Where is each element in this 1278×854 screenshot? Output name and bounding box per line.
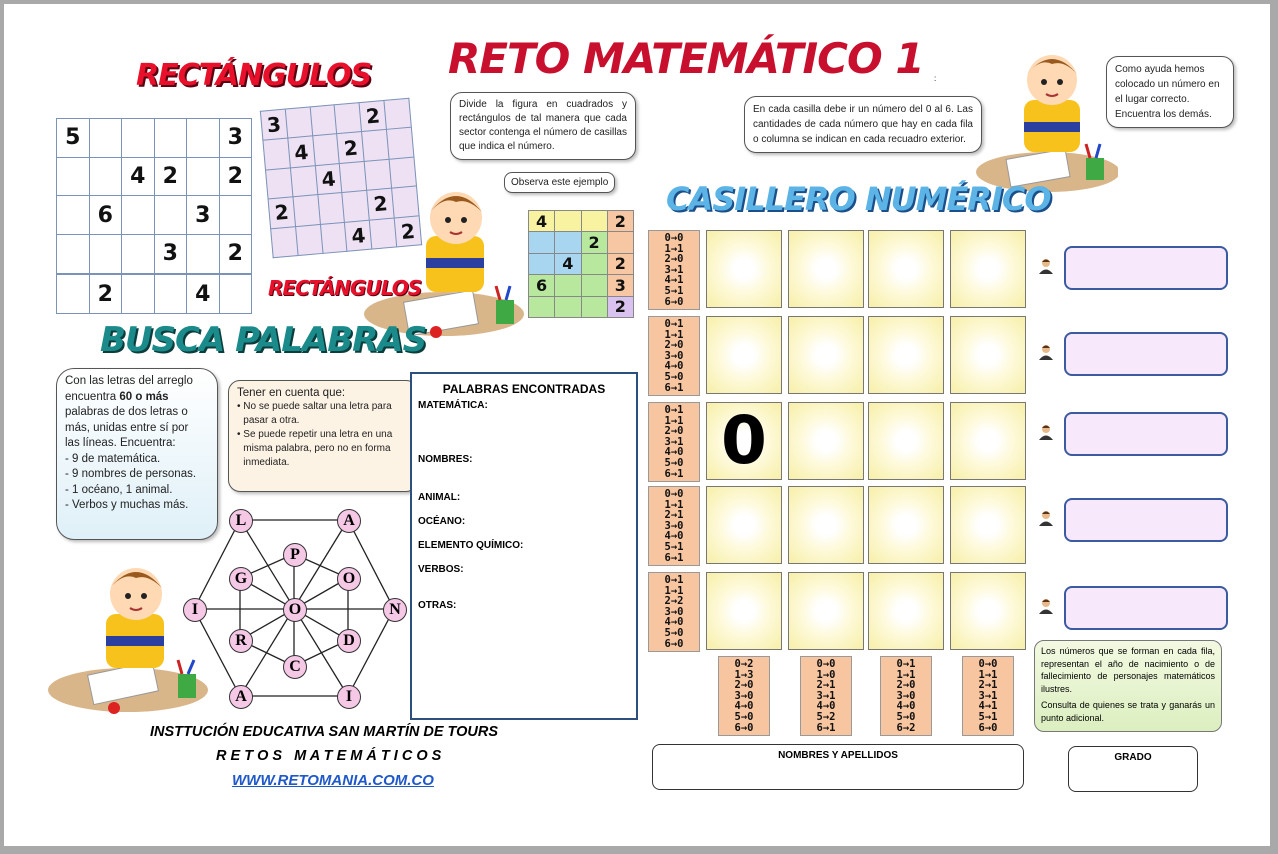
busca-tips: Tener en cuenta que: • No se puede saltar una letra para pasar a otra. • Se puede repetir una letra en una misma palabra, pero no en forma inmediata.	[228, 380, 418, 492]
casillero-cell[interactable]	[868, 402, 944, 480]
casillero-cell[interactable]	[788, 402, 864, 480]
count-line: 3→0	[664, 519, 684, 532]
letter-node[interactable]: G	[229, 567, 253, 591]
mathematician-name-input[interactable]	[1064, 586, 1228, 630]
found-label-matematica: MATEMÁTICA:	[418, 400, 488, 411]
page-title: RETO MATEMÁTICO 1	[448, 34, 924, 83]
column-count-box	[962, 656, 1014, 736]
grid-cell[interactable]	[285, 107, 312, 138]
casillero-cell[interactable]	[868, 486, 944, 564]
grid-cell[interactable]	[89, 235, 122, 274]
count-line: 0→1	[664, 404, 684, 416]
letter-node[interactable]: C	[283, 655, 307, 679]
mathematician-name-input[interactable]	[1064, 246, 1228, 290]
count-line: 0→0	[664, 232, 684, 244]
rectangulos-title-small: RECTÁNGULOS	[268, 276, 422, 300]
count-line: 3→1	[664, 263, 684, 276]
grid-row	[57, 119, 252, 158]
count-line: 5→0	[664, 456, 684, 469]
grid-cell[interactable]	[607, 232, 633, 253]
intro-line: encuentra	[65, 390, 117, 403]
intro-line: palabras de dos letras o	[65, 406, 188, 418]
given-number: 0	[721, 402, 767, 479]
grade-field[interactable]	[1068, 746, 1198, 792]
count-line: 4→1	[664, 274, 684, 287]
intro-line: - Verbos y muchas más.	[65, 499, 189, 511]
grid-cell[interactable]	[263, 138, 290, 169]
count-line: 5→0	[664, 370, 684, 383]
count-line: 1→1	[664, 584, 684, 597]
count-line: 2→0	[664, 253, 684, 266]
count-line: 4→0	[664, 530, 684, 543]
count-line: 3→1	[664, 435, 684, 448]
grid-row	[529, 275, 634, 296]
found-label-oceano: OCÉANO:	[418, 516, 466, 527]
grid-row	[529, 296, 634, 317]
count-line: 2→1	[664, 509, 684, 522]
grid-row	[529, 253, 634, 274]
grid-cell[interactable]	[57, 235, 90, 274]
count-line: 6→1	[664, 381, 684, 394]
casillero-cell[interactable]	[788, 230, 864, 308]
casillero-cell[interactable]	[950, 230, 1026, 308]
count-line: 3→0	[734, 689, 754, 702]
count-line: 0→2	[734, 658, 754, 670]
casillero-cell[interactable]	[868, 572, 944, 650]
grid-cell[interactable]	[154, 275, 187, 314]
grid-cell[interactable]	[57, 196, 90, 235]
grid-cell[interactable]	[581, 296, 607, 317]
intro-line: - 1 océano, 1 animal.	[65, 483, 173, 496]
example-label-text: Observa este ejemplo	[511, 177, 609, 188]
casillero-cell[interactable]	[706, 572, 782, 650]
grid-cell[interactable]	[581, 211, 607, 232]
grid-cell[interactable]: 3	[187, 196, 220, 235]
grid-cell[interactable]: 2	[219, 235, 252, 274]
example-grid	[528, 210, 634, 318]
count-line: 5→0	[734, 710, 754, 723]
grid-cell[interactable]: 3	[154, 235, 187, 274]
column-count-box	[880, 656, 932, 736]
grid-cell[interactable]: 6	[89, 196, 122, 235]
casillero-help-text: Como ayuda hemos colocado un número en el lugar correcto. Encuentra los demás.	[1115, 64, 1220, 120]
person-icon	[1038, 598, 1054, 614]
website-link[interactable]: WWW.RETOMANIA.COM.CO	[232, 772, 434, 789]
grid-cell[interactable]	[57, 157, 90, 196]
grid-cell[interactable]: 4	[345, 220, 372, 251]
grid-cell[interactable]	[555, 275, 581, 296]
tip-item: Se puede repetir una letra en una misma palabra, pero no en forma inmediata.	[243, 429, 393, 468]
count-line: 4→1	[978, 700, 998, 713]
grid-cell[interactable]	[362, 130, 389, 161]
count-line: 3→1	[978, 689, 998, 702]
count-line: 5→1	[664, 540, 684, 553]
row-count-box	[648, 402, 700, 482]
grid-cell[interactable]: 6	[529, 275, 555, 296]
grid-cell[interactable]: 3	[219, 119, 252, 158]
column-count-box	[718, 656, 770, 736]
grid-cell[interactable]: 2	[337, 132, 364, 163]
person-icon	[1038, 510, 1054, 526]
grid-row	[529, 211, 634, 232]
casillero-cell[interactable]	[788, 316, 864, 394]
count-line: 0→0	[664, 488, 684, 500]
grid-cell[interactable]: 2	[89, 275, 122, 314]
count-line: 2→1	[978, 679, 998, 692]
boy-illustration-2	[48, 548, 218, 718]
casillero-cell[interactable]	[950, 486, 1026, 564]
count-line: 4→0	[816, 700, 836, 713]
casillero-help	[1106, 56, 1234, 128]
casillero-instructions	[744, 96, 982, 153]
grid-cell[interactable]: 2	[359, 100, 386, 131]
count-line: 1→0	[816, 668, 836, 681]
letter-node[interactable]: P	[283, 543, 307, 567]
grid-cell[interactable]: 4	[187, 275, 220, 314]
grid-cell[interactable]	[320, 222, 347, 253]
worksheet-page	[4, 4, 1270, 846]
busca-palabras-title: BUSCA PALABRAS	[100, 320, 427, 360]
grid-cell[interactable]	[318, 193, 345, 224]
names-field[interactable]	[652, 744, 1024, 790]
count-line: 3→0	[896, 689, 916, 702]
letter-node[interactable]: A	[229, 685, 253, 709]
grid-cell[interactable]	[89, 157, 122, 196]
grid-row	[57, 196, 252, 235]
count-line: 1→1	[664, 498, 684, 511]
count-line: 2→0	[664, 339, 684, 352]
letter-node[interactable]: O	[283, 598, 307, 622]
grid-cell[interactable]: 4	[529, 211, 555, 232]
letter-node[interactable]: D	[337, 629, 361, 653]
grid-cell[interactable]: 4	[555, 253, 581, 274]
row-count-box	[648, 316, 700, 396]
count-line: 6→1	[816, 721, 836, 734]
intro-line: - 9 nombres de personas.	[65, 468, 197, 480]
grid-cell[interactable]	[387, 128, 414, 159]
grid-cell[interactable]: 2	[607, 296, 633, 317]
casillero-instructions-text: En cada casilla debe ir un número del 0 al 6. Las cantidades de cada número que hay en cada fila o columna se indican en cada recuadro exterior.	[753, 104, 973, 145]
grid-cell[interactable]	[555, 232, 581, 253]
grid-cell[interactable]	[57, 275, 90, 314]
grid-cell[interactable]	[154, 119, 187, 158]
grid-row	[57, 157, 252, 196]
grid-cell[interactable]	[335, 103, 362, 134]
column-count-box	[800, 656, 852, 736]
count-line: 0→1	[896, 658, 916, 670]
found-label-nombres: NOMBRES:	[418, 454, 473, 465]
count-line: 4→0	[734, 700, 754, 713]
count-line: 5→2	[816, 710, 836, 723]
grade-field-label: GRADO	[1114, 752, 1152, 763]
grid-cell[interactable]: 2	[367, 188, 394, 219]
found-label-otras: OTRAS:	[418, 600, 457, 611]
school-name: INSTTUCIÓN EDUCATIVA SAN MARTÍN DE TOURS	[150, 724, 499, 740]
count-line: 6→2	[896, 721, 916, 734]
count-line: 6→1	[664, 467, 684, 480]
count-line: 4→0	[664, 360, 684, 373]
count-line: 1→3	[734, 668, 754, 681]
row-count-box	[648, 486, 700, 566]
found-words-panel	[410, 372, 638, 720]
found-label-verbos: VERBOS:	[418, 564, 464, 575]
grid-cell[interactable]: 2	[581, 232, 607, 253]
letter-node[interactable]: R	[229, 629, 253, 653]
grid-cell[interactable]: 4	[288, 136, 315, 167]
count-line: 6→1	[664, 551, 684, 564]
intro-highlight: 60 o más	[119, 390, 169, 403]
grid-cell[interactable]	[266, 168, 293, 199]
casillero-cell[interactable]	[868, 316, 944, 394]
grid-cell[interactable]	[340, 161, 367, 192]
found-label-elemento: ELEMENTO QUÍMICO:	[418, 540, 524, 551]
grid-cell[interactable]: 4	[122, 157, 155, 196]
person-icon	[1038, 258, 1054, 274]
count-line: 0→0	[816, 658, 836, 670]
count-line: 2→0	[896, 679, 916, 692]
grid-row	[57, 275, 252, 314]
grid-cell[interactable]	[581, 275, 607, 296]
count-line: 4→0	[664, 616, 684, 629]
row-count-box	[648, 230, 700, 310]
grid-cell[interactable]	[89, 119, 122, 158]
count-line: 1→1	[896, 668, 916, 681]
rectangulos-puzzle-grid	[56, 118, 252, 314]
grid-cell[interactable]	[555, 211, 581, 232]
count-line: 4→0	[664, 446, 684, 459]
note-text-1: Los números que se forman en cada fila, representan el año de nacimiento o de fallecimiento de personajes matemáticos ilustres.	[1041, 646, 1215, 694]
series-name: R E T O S M A T E M Á T I C O S	[216, 748, 442, 764]
grid-cell[interactable]	[581, 253, 607, 274]
casillero-cell[interactable]	[706, 486, 782, 564]
grid-cell[interactable]: 2	[607, 253, 633, 274]
grid-cell[interactable]	[555, 296, 581, 317]
rectangulos-instructions	[450, 92, 636, 160]
grid-cell[interactable]	[122, 275, 155, 314]
count-line: 2→0	[734, 679, 754, 692]
count-line: 0→0	[978, 658, 998, 670]
grid-cell[interactable]	[187, 235, 220, 274]
count-line: 6→0	[664, 295, 684, 308]
grid-cell[interactable]	[187, 119, 220, 158]
count-line: 5→0	[896, 710, 916, 723]
grid-cell[interactable]	[154, 196, 187, 235]
intro-line: más, unidas entre sí por	[65, 421, 189, 434]
person-icon	[1038, 344, 1054, 360]
count-line: 3→0	[664, 349, 684, 362]
grid-cell[interactable]	[187, 157, 220, 196]
grid-cell[interactable]	[219, 196, 252, 235]
stray-mark: :	[934, 74, 937, 83]
count-line: 0→1	[664, 574, 684, 586]
letter-node[interactable]: I	[183, 598, 207, 622]
count-line: 3→0	[664, 605, 684, 618]
rectangulos-title: RECTÁNGULOS	[136, 58, 372, 93]
grid-cell[interactable]	[310, 105, 337, 136]
tips-title: Tener en cuenta que:	[237, 387, 346, 399]
boy-illustration-3	[968, 38, 1118, 198]
grid-cell[interactable]: 2	[154, 157, 187, 196]
casillero-cell[interactable]	[950, 572, 1026, 650]
grid-cell[interactable]	[219, 275, 252, 314]
letter-node[interactable]: I	[337, 685, 361, 709]
intro-line: Con las letras del arreglo	[65, 375, 193, 387]
mathematician-name-input[interactable]	[1064, 412, 1228, 456]
casillero-cell[interactable]	[706, 316, 782, 394]
grid-cell[interactable]	[271, 226, 298, 257]
grid-cell[interactable]	[293, 195, 320, 226]
person-icon	[1038, 424, 1054, 440]
count-line: 2→1	[816, 679, 836, 692]
letter-node[interactable]: L	[229, 509, 253, 533]
found-words-title: PALABRAS ENCONTRADAS	[442, 382, 606, 396]
count-line: 1→1	[664, 414, 684, 427]
grid-cell[interactable]: 2	[268, 197, 295, 228]
intro-line: - 9 de matemática.	[65, 452, 161, 465]
intro-line: las líneas. Encuentra:	[65, 437, 176, 449]
grid-cell[interactable]: 2	[219, 157, 252, 196]
count-line: 6→0	[978, 721, 998, 734]
casillero-cell[interactable]	[788, 572, 864, 650]
grid-cell[interactable]	[312, 134, 339, 165]
letter-node[interactable]: A	[337, 509, 361, 533]
grid-row	[529, 232, 634, 253]
casillero-title: CASILLERO NUMÉRICO	[666, 180, 1051, 218]
tip-item: No se puede saltar una letra para pasar a otra.	[243, 401, 392, 426]
count-line: 6→0	[664, 637, 684, 650]
names-field-label: NOMBRES Y APELLIDOS	[778, 750, 898, 761]
grid-cell[interactable]: 5	[57, 119, 90, 158]
instructions-text: Divide la figura en cuadrados y rectángulos de tal manera que cada sector contenga el número de casillas que indica el número.	[459, 99, 627, 152]
count-line: 2→2	[664, 595, 684, 608]
count-line: 1→1	[664, 242, 684, 255]
count-line: 6→0	[734, 721, 754, 734]
count-line: 0→1	[664, 318, 684, 330]
grid-cell[interactable]: 2	[607, 211, 633, 232]
grid-cell[interactable]: 3	[260, 109, 287, 140]
casillero-cell[interactable]	[706, 402, 782, 480]
letter-node[interactable]: N	[383, 598, 407, 622]
casillero-cell[interactable]	[950, 316, 1026, 394]
mathematician-name-input[interactable]	[1064, 332, 1228, 376]
found-label-animal: ANIMAL:	[418, 492, 461, 503]
letter-node[interactable]: O	[337, 567, 361, 591]
count-line: 5→0	[664, 626, 684, 639]
mathematician-name-input[interactable]	[1064, 498, 1228, 542]
casillero-cell[interactable]	[788, 486, 864, 564]
grid-cell[interactable]	[122, 119, 155, 158]
casillero-cell[interactable]	[950, 402, 1026, 480]
grid-cell[interactable]: 2	[394, 215, 421, 246]
grid-cell[interactable]	[295, 224, 322, 255]
note-text-2: Consulta de quienes se trata y ganarás un punto adicional.	[1041, 700, 1215, 723]
grid-cell[interactable]	[384, 98, 411, 129]
grid-cell[interactable]	[122, 196, 155, 235]
count-line: 5→1	[978, 710, 998, 723]
count-line: 1→1	[978, 668, 998, 681]
grid-row	[57, 235, 252, 274]
grid-cell[interactable]	[122, 235, 155, 274]
count-line: 1→1	[664, 328, 684, 341]
count-line: 2→0	[664, 425, 684, 438]
grid-cell[interactable]: 4	[315, 163, 342, 194]
grid-cell[interactable]	[290, 166, 317, 197]
count-line: 5→1	[664, 284, 684, 297]
count-line: 3→1	[816, 689, 836, 702]
casillero-note	[1034, 640, 1222, 732]
count-line: 4→0	[896, 700, 916, 713]
casillero-cell[interactable]	[868, 230, 944, 308]
row-count-box	[648, 572, 700, 652]
casillero-cell[interactable]	[706, 230, 782, 308]
grid-cell[interactable]: 3	[607, 275, 633, 296]
